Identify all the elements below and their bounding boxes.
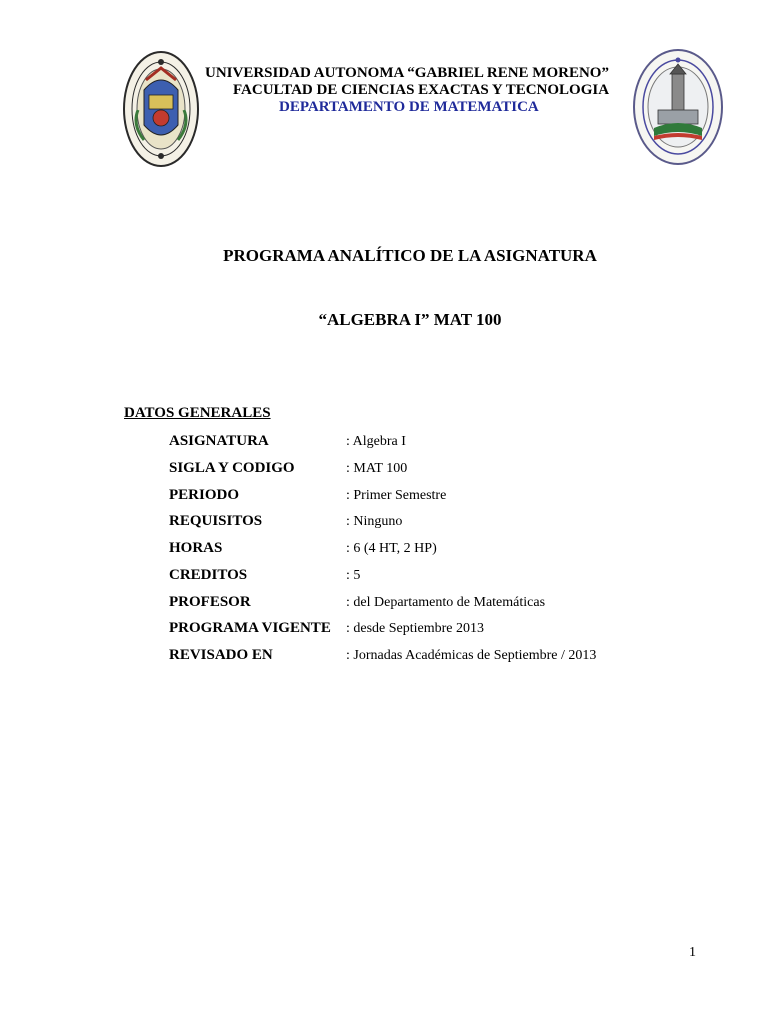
field-value: : 5 [346,568,361,583]
field-label: ASIGNATURA [169,433,269,449]
field-label: HORAS [169,540,223,556]
field-label: PROFESOR [169,594,251,610]
field-label: REVISADO EN [169,647,273,663]
faculty-seal-icon [632,48,724,166]
field-value: : MAT 100 [346,461,408,476]
university-name: UNIVERSIDAD AUTONOMA “GABRIEL RENE MORENO” [205,65,609,81]
document-title: PROGRAMA ANALÍTICO DE LA ASIGNATURA [223,246,597,265]
page-number: 1 [689,945,696,960]
field-value: : Jornadas Académicas de Septiembre / 2013 [346,648,597,663]
field-label: SIGLA Y CODIGO [169,460,295,476]
field-label: REQUISITOS [169,513,263,529]
field-label: PERIODO [169,487,240,503]
subject-title: “ALGEBRA I” MAT 100 [318,310,502,329]
faculty-name: FACULTAD DE CIENCIAS EXACTAS Y TECNOLOGIA [233,82,610,98]
university-seal-icon [122,50,200,168]
section-heading: DATOS GENERALES [124,405,271,421]
field-value: : 6 (4 HT, 2 HP) [346,541,437,556]
field-value: : Primer Semestre [346,488,447,503]
department-name: DEPARTAMENTO DE MATEMATICA [279,99,539,115]
field-value: : Algebra I [346,434,406,449]
field-label: CREDITOS [169,567,248,583]
field-value: : desde Septiembre 2013 [346,621,485,636]
field-value: : Ninguno [346,514,403,529]
field-label: PROGRAMA VIGENTE [169,620,331,636]
field-value: : del Departamento de Matemáticas [346,595,546,610]
